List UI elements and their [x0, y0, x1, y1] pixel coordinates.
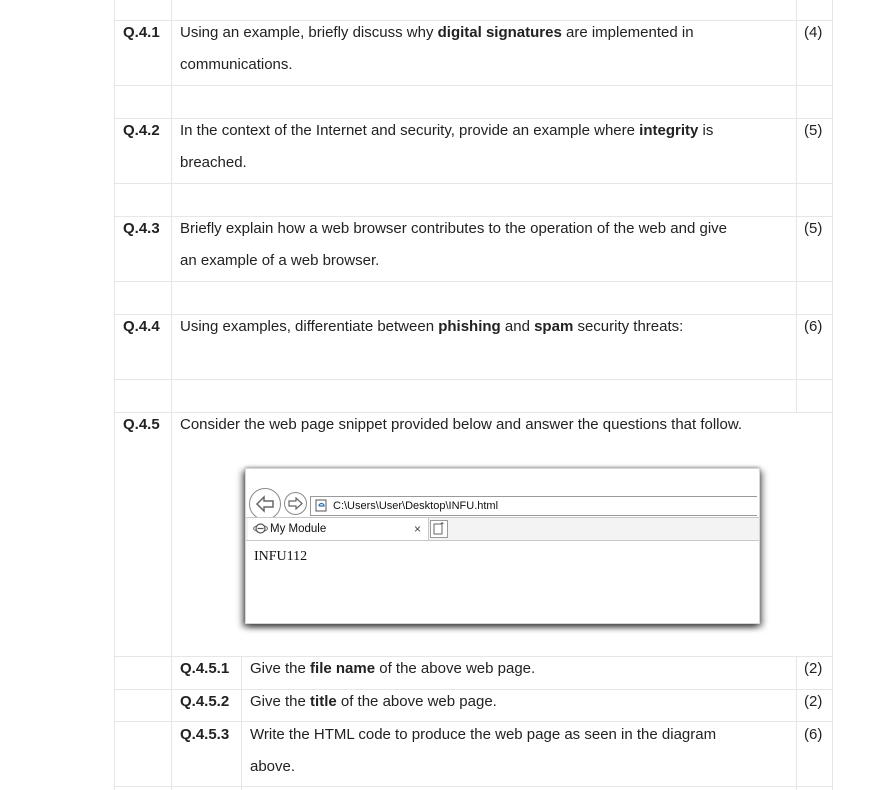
subquestion-number: Q.4.5.1	[180, 660, 230, 677]
question-text: Briefly explain how a web browser contributes to the operation of the web and give	[180, 220, 727, 237]
page-content: INFU112	[254, 549, 308, 564]
question-text-line2: communications.	[180, 56, 293, 73]
question-keyword: integrity	[639, 122, 699, 139]
row-divider	[114, 786, 833, 787]
subquestion-number: Q.4.5.2	[180, 693, 230, 710]
question-number: Q.4.5	[123, 416, 160, 433]
row-divider	[114, 379, 833, 380]
subquestion-marks: (6)	[804, 726, 823, 743]
question-text	[180, 311, 683, 343]
ie-logo-icon	[253, 521, 268, 541]
question-text-part: Give the	[250, 660, 311, 677]
back-arrow-icon	[249, 488, 281, 520]
row-divider	[114, 85, 833, 86]
subquestion-marks: (2)	[804, 693, 823, 710]
col-divider	[171, 0, 172, 790]
question-text-part: security threats:	[573, 318, 684, 335]
new-tab-icon	[430, 520, 448, 538]
subquestion-text	[250, 686, 497, 718]
forward-arrow-icon	[284, 492, 307, 515]
question-text-part: In the context of the Internet and security, provide an example where	[180, 122, 640, 139]
question-text-line2: an example of a web browser.	[180, 252, 380, 269]
question-marks: (5)	[804, 122, 823, 139]
row-divider	[114, 281, 833, 282]
close-icon: ×	[414, 522, 422, 536]
question-keyword: file name	[310, 660, 376, 677]
question-text-part: is	[698, 122, 714, 139]
tab-title: My Module	[270, 523, 327, 535]
question-text-part: Using an example, briefly discuss why	[180, 24, 438, 41]
col-divider	[114, 0, 115, 790]
question-text-part: and	[500, 318, 535, 335]
page-icon	[315, 499, 328, 517]
question-marks: (4)	[804, 24, 823, 41]
question-keyword: title	[310, 693, 337, 710]
question-keyword: digital signatures	[437, 24, 562, 41]
browser-tab	[248, 518, 429, 540]
col-divider	[832, 0, 833, 790]
tab-strip	[246, 517, 759, 541]
col-divider	[241, 656, 242, 790]
subquestion-text	[250, 653, 535, 685]
subquestion-text: Write the HTML code to produce the web page as seen in the diagram	[250, 726, 717, 743]
question-keyword: spam	[534, 318, 574, 335]
browser-snippet-figure	[245, 468, 760, 624]
question-number: Q.4.3	[123, 220, 160, 237]
question-marks: (6)	[804, 318, 823, 335]
subquestion-text-line2: above.	[250, 758, 296, 775]
question-text: Consider the web page snippet provided below and answer the questions that follow.	[180, 416, 743, 433]
question-text-part: Using examples, differentiate between	[180, 318, 439, 335]
question-text-part: of the above web page.	[336, 693, 497, 710]
row-divider	[114, 183, 833, 184]
url-text: C:\Users\User\Desktop\INFU.html	[333, 500, 499, 512]
col-divider	[796, 0, 797, 412]
question-text-part: are implemented in	[561, 24, 694, 41]
question-text-line2: breached.	[180, 154, 247, 171]
col-divider	[796, 656, 797, 790]
question-keyword: phishing	[438, 318, 501, 335]
question-number: Q.4.2	[123, 122, 160, 139]
subquestion-number: Q.4.5.3	[180, 726, 230, 743]
question-marks: (5)	[804, 220, 823, 237]
question-number: Q.4.4	[123, 318, 160, 335]
question-number: Q.4.1	[123, 24, 160, 41]
address-bar	[246, 491, 759, 517]
url-field	[310, 496, 757, 516]
question-text	[180, 17, 694, 49]
subquestion-marks: (2)	[804, 660, 823, 677]
question-text-part: Give the	[250, 693, 311, 710]
question-text-part: of the above web page.	[375, 660, 536, 677]
question-text	[180, 115, 713, 147]
